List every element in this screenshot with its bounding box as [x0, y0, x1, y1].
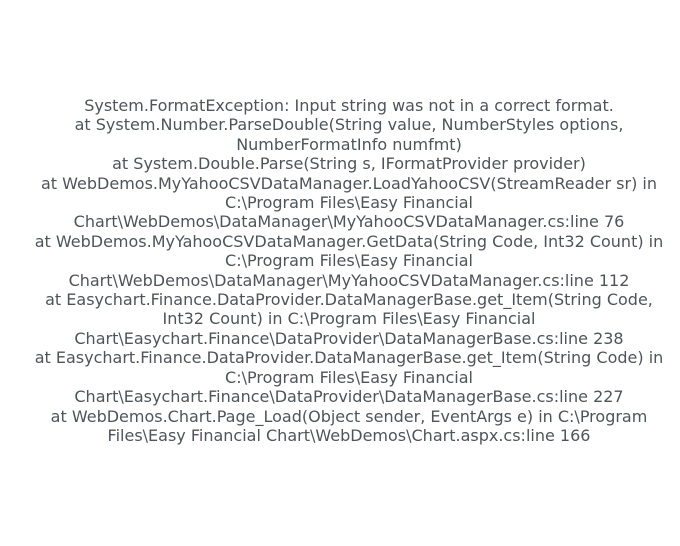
stack-trace-line: Chart\Easychart.Finance\DataProvider\DataManagerBase.cs:line 227 — [74, 387, 624, 407]
stack-trace-line: at System.Number.ParseDouble(String value, NumberStyles options, — [74, 115, 624, 135]
stack-trace-line: C:\Program Files\Easy Financial — [225, 193, 473, 213]
stack-trace-line: at Easychart.Finance.DataProvider.DataManagerBase.get_Item(String Code, — [45, 290, 653, 310]
stack-trace-line: System.FormatException: Input string was not in a correct format. — [84, 96, 614, 115]
stack-trace-line: at System.Double.Parse(String s, IFormatProvider provider) — [112, 154, 586, 174]
stack-trace-line: at Easychart.Finance.DataProvider.DataManagerBase.get_Item(String Code) in — [34, 348, 664, 368]
stack-trace-line: NumberFormatInfo numfmt) — [236, 134, 462, 154]
stack-trace-line: at WebDemos.MyYahooCSVDataManager.GetData(String Code, Int32 Count) in — [34, 231, 664, 251]
stack-trace — [0, 96, 680, 445]
stack-trace-line: C:\Program Files\Easy Financial — [225, 251, 473, 271]
stack-trace-line: Chart\WebDemos\DataManager\MyYahooCSVDataManager.cs:line 112 — [68, 270, 630, 290]
stack-trace-line: Chart\Easychart.Finance\DataProvider\DataManagerBase.cs:line 238 — [74, 328, 624, 348]
stack-trace-line: Int32 Count) in C:\Program Files\Easy Financial — [162, 309, 536, 329]
stack-trace-line: Chart\WebDemos\DataManager\MyYahooCSVDataManager.cs:line 76 — [73, 212, 625, 232]
stack-trace-line: Files\Easy Financial Chart\WebDemos\Chart.aspx.cs:line 166 — [107, 425, 591, 445]
stack-trace-line: at WebDemos.Chart.Page_Load(Object sender, EventArgs e) in C:\Program — [50, 406, 648, 426]
stack-trace-line: C:\Program Files\Easy Financial — [225, 367, 473, 387]
stack-trace-line: at WebDemos.MyYahooCSVDataManager.LoadYahooCSV(StreamReader sr) in — [40, 173, 658, 193]
